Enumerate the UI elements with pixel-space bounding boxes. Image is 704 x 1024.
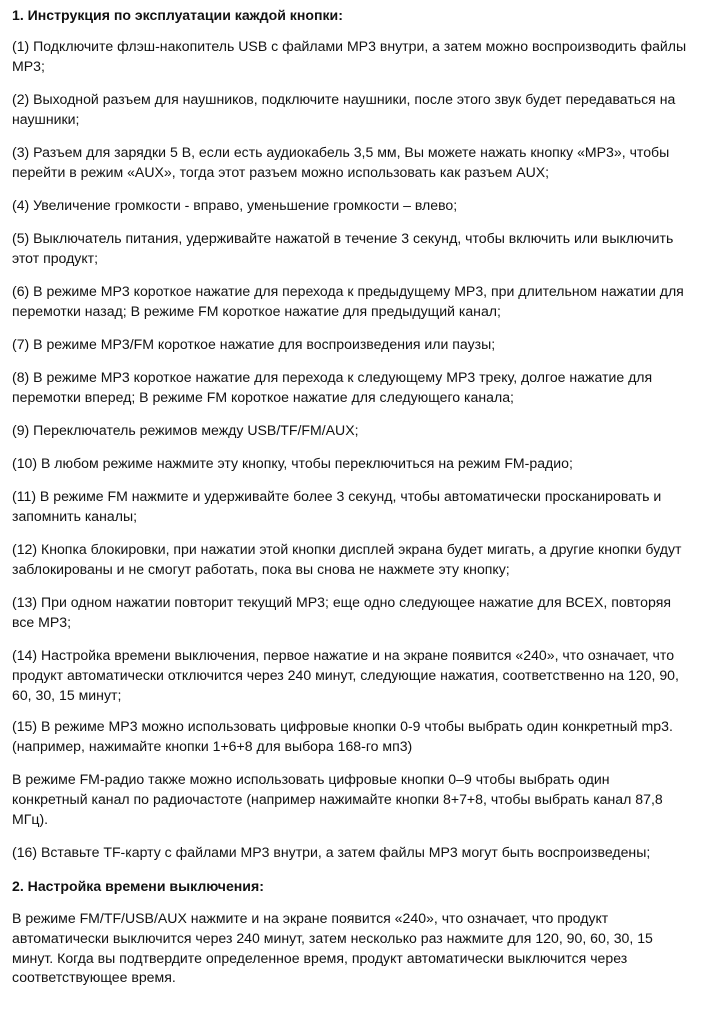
instruction-item-13: (13) При одном нажатии повторит текущий MP3; еще одно следующее нажатие для ВСЕХ, повторяя все MP3;: [12, 594, 671, 630]
instruction-item-15-fm: В режиме FM-радио также можно использовать цифровые кнопки 0–9 чтобы выбрать один конкретный канал по радиочастоте (например нажимайте кнопки 8+7+8, чтобы выбрать канал 87,8 МГц).: [12, 771, 663, 827]
instruction-item-16: (16) Вставьте TF-карту с файлами MP3 внутри, а затем файлы MP3 могут быть воспроизведены;: [12, 844, 651, 860]
section-1-heading: 1. Инструкция по эксплуатации каждой кнопки:: [12, 7, 343, 23]
instruction-item-2: (2) Выходной разъем для наушников, подключите наушники, после этого звук будет передаваться на наушники;: [12, 91, 676, 127]
instruction-item-1: (1) Подключите флэш-накопитель USB с файлами MP3 внутри, а затем можно воспроизводить файлы MP3;: [12, 38, 687, 74]
instruction-item-4: (4) Увеличение громкости - вправо, уменьшение громкости – влево;: [12, 197, 458, 213]
instruction-item-9: (9) Переключатель режимов между USB/TF/FM/AUX;: [12, 422, 359, 438]
instruction-item-8: (8) В режиме MP3 короткое нажатие для перехода к следующему MP3 треку, долгое нажатие для перемотки вперед; В режиме FM короткое нажатие для следующего канала;: [12, 369, 653, 405]
instruction-item-5: (5) Выключатель питания, удерживайте нажатой в течение 3 секунд, чтобы включить или выключить этот продукт;: [12, 230, 674, 266]
instruction-item-15: (15) В режиме MP3 можно использовать цифровые кнопки 0-9 чтобы выбрать один конкретный mp3. (например, нажимайте кнопки 1+6+8 для выбора 168-го мп3): [12, 718, 673, 754]
instruction-item-7: (7) В режиме MP3/FM короткое нажатие для воспроизведения или паузы;: [12, 336, 496, 352]
instruction-item-10: (10) В любом режиме нажмите эту кнопку, чтобы переключиться на режим FM-радио;: [12, 455, 573, 471]
instruction-item-11: (11) В режиме FM нажмите и удерживайте более 3 секунд, чтобы автоматически просканировать и запомнить каналы;: [12, 488, 662, 524]
instruction-item-3: (3) Разъем для зарядки 5 В, если есть аудиокабель 3,5 мм, Вы можете нажать кнопку «MP3», чтобы перейти в режим «AUX», тогда этот разъем можно использовать как разъем AUX;: [12, 144, 670, 180]
instruction-item-6: (6) В режиме MP3 короткое нажатие для перехода к предыдущему MP3, при длительном нажатии для перемотки назад; В режиме FM короткое нажатие для предыдущий канал;: [12, 283, 684, 319]
section-2-body: В режиме FM/TF/USB/AUX нажмите и на экране появится «240», что означает, что продукт автоматически выключится через 240 минут, затем несколько раз нажмите для 120, 90, 60, 30, 15 минут. Когда вы подтвердите определенное время, продукт автоматически выключится через соответствующее время.: [12, 910, 653, 986]
instruction-item-12: (12) Кнопка блокировки, при нажатии этой кнопки дисплей экрана будет мигать, а другие кнопки будут заблокированы и не смогут работать, пока вы снова не нажмете эту кнопку;: [12, 541, 682, 577]
instruction-item-14: (14) Настройка времени выключения, первое нажатие и на экране появится «240», что означает, что продукт автоматически отключится через 240 минут, следующие нажатия, соответственно на 120, 90, 60, 30, 15 минут;: [12, 647, 679, 703]
section-2-heading: 2. Настройка времени выключения:: [12, 878, 264, 894]
